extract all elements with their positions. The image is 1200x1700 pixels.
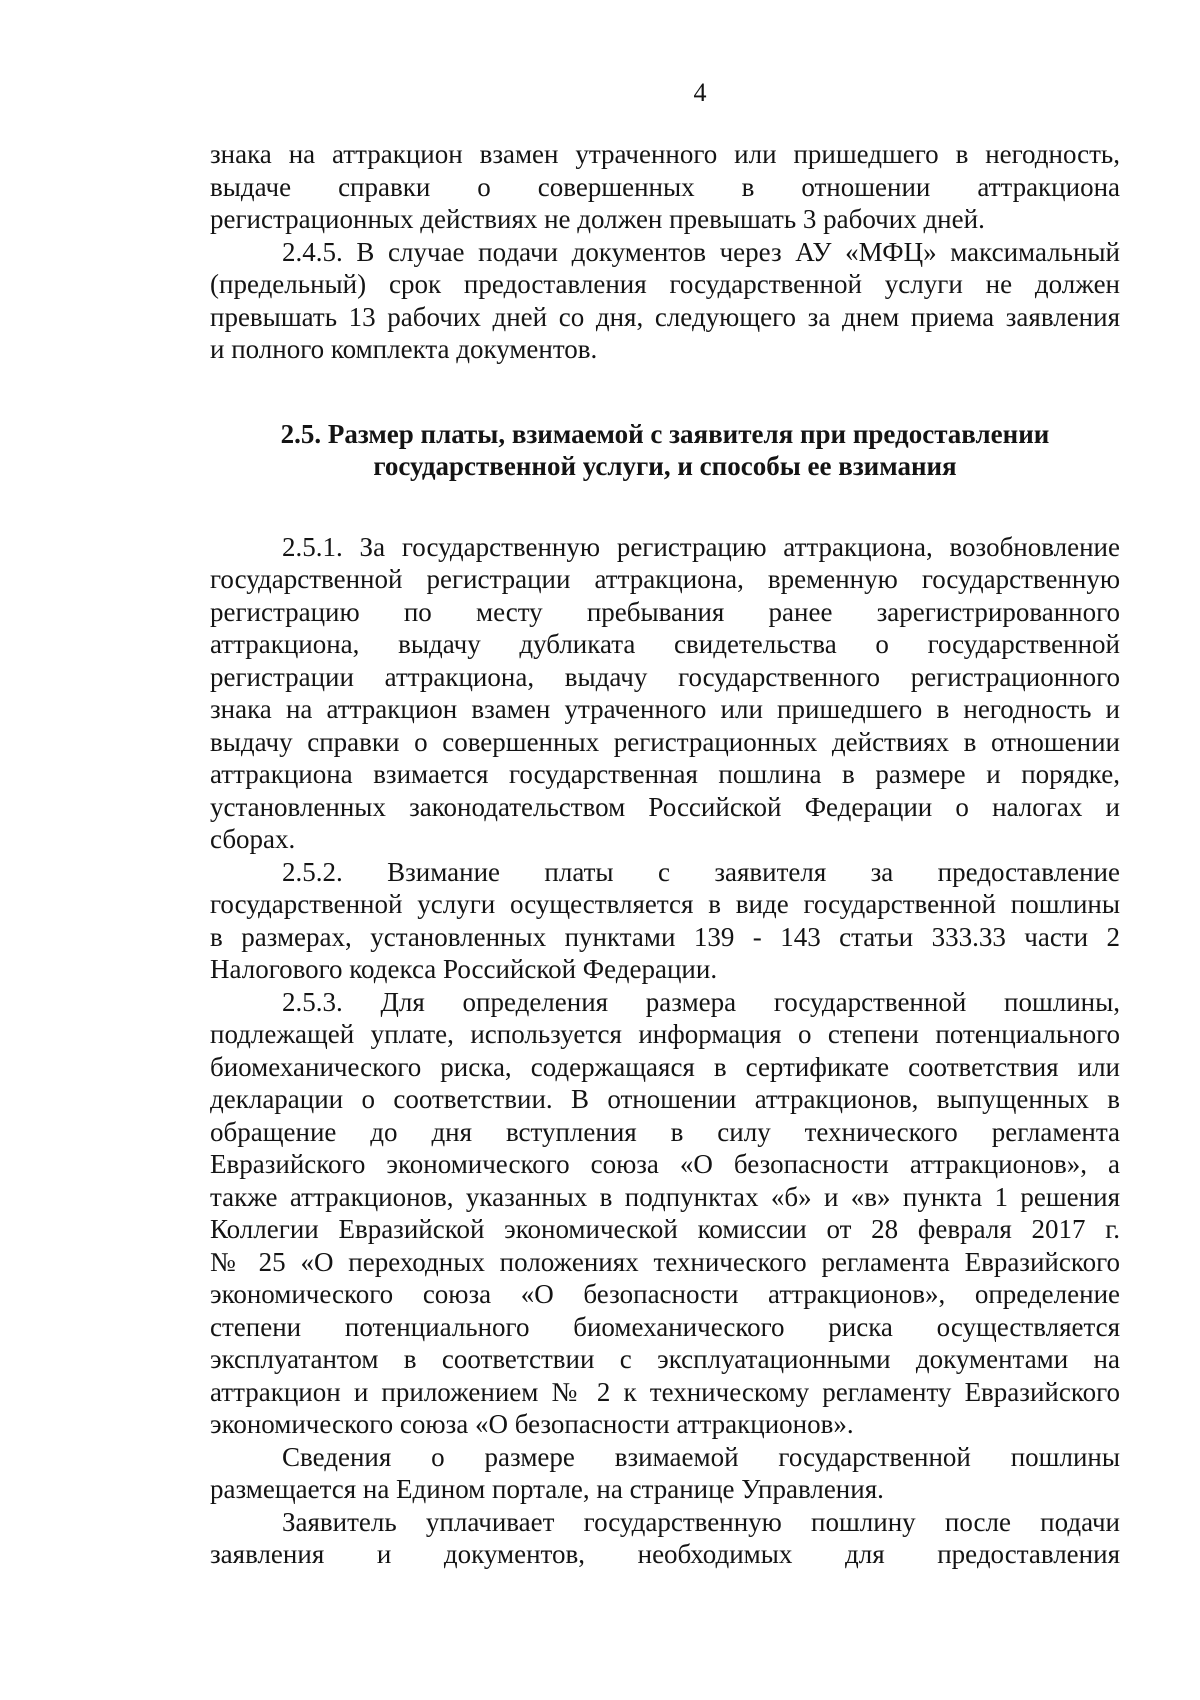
text-line: превышать 13 рабочих дней со дня, следующего за днем приема заявления bbox=[210, 301, 1120, 332]
text-line: степени потенциального биомеханического риска осуществляется bbox=[210, 1311, 1120, 1342]
text-line: выдаче справки о совершенных в отношении аттракциона bbox=[210, 171, 1120, 202]
text-line: декларации о соответствии. В отношении аттракционов, выпущенных в bbox=[210, 1084, 1120, 1114]
text-line: также аттракционов, указанных в подпунктах «б» и «в» пункта 1 решения bbox=[210, 1181, 1120, 1212]
section-heading-line: государственной услуги, и способы ее взимания bbox=[373, 451, 957, 481]
text-line: аттракцион и приложением № 2 к техническому регламенту Евразийского bbox=[210, 1376, 1120, 1407]
paragraph-2-5-1-line: 2.5.1. За государственную регистрацию аттракциона, возобновление bbox=[282, 531, 1120, 562]
text-line: подлежащей уплате, используется информация о степени потенциального bbox=[210, 1019, 1120, 1049]
text-line: знака на аттракцион взамен утраченного или пришедшего в негодность и bbox=[210, 694, 1120, 724]
text-line: сборах. bbox=[210, 824, 296, 854]
text-line: экономического союза «О безопасности аттракционов», определение bbox=[210, 1279, 1120, 1309]
text-line: заявления и документов, необходимых для предоставления bbox=[210, 1539, 1120, 1569]
text-line: обращение до дня вступления в силу технического регламента bbox=[210, 1116, 1120, 1147]
text-line: государственной регистрации аттракциона, временную государственную bbox=[210, 564, 1120, 594]
text-line: регистрационных действиях не должен превышать 3 рабочих дней. bbox=[210, 204, 985, 234]
text-line: аттракциона, выдачу дубликата свидетельства о государственной bbox=[210, 629, 1120, 659]
text-line: государственной услуги осуществляется в виде государственной пошлины bbox=[210, 889, 1120, 919]
text-line: эксплуатантом в соответствии с эксплуатационными документами на bbox=[210, 1344, 1120, 1374]
text-line: знака на аттракцион взамен утраченного или пришедшего в негодность, bbox=[210, 139, 1120, 169]
section-heading-line: 2.5. Размер платы, взимаемой с заявителя при предоставлении bbox=[280, 418, 1050, 449]
text-line: аттракциона взимается государственная пошлина в размере и порядке, bbox=[210, 759, 1120, 789]
document-body bbox=[210, 138, 1120, 1571]
text-line: регистрации аттракциона, выдачу государственного регистрационного bbox=[210, 661, 1120, 692]
paragraph-zayavitel-line: Заявитель уплачивает государственную пошлину после подачи bbox=[282, 1506, 1120, 1537]
paragraph-svedeniya-line: Сведения о размере взимаемой государственной пошлины bbox=[282, 1441, 1120, 1472]
text-line: в размерах, установленных пунктами 139 - 143 статьи 333.33 части 2 bbox=[210, 921, 1120, 952]
text-line: Коллегии Евразийской экономической комиссии от 28 февраля 2017 г. bbox=[210, 1214, 1120, 1244]
text-line: размещается на Едином портале, на странице Управления. bbox=[210, 1474, 884, 1504]
text-line: биомеханического риска, содержащаяся в сертификате соответствия или bbox=[210, 1051, 1120, 1082]
text-line: и полного комплекта документов. bbox=[210, 334, 598, 364]
text-line: экономического союза «О безопасности аттракционов». bbox=[210, 1409, 854, 1439]
page-number: 4 bbox=[693, 78, 707, 107]
text-line: выдачу справки о совершенных регистрационных действиях в отношении bbox=[210, 726, 1120, 757]
text-line: Налогового кодекса Российской Федерации. bbox=[210, 954, 718, 984]
text-line: Евразийского экономического союза «О безопасности аттракционов», а bbox=[210, 1149, 1120, 1179]
paragraph-2-5-2-line: 2.5.2. Взимание платы с заявителя за предоставление bbox=[282, 856, 1120, 887]
paragraph-2-4-5-line: 2.4.5. В случае подачи документов через АУ «МФЦ» максимальный bbox=[282, 236, 1120, 267]
paragraph-2-5-3-line: 2.5.3. Для определения размера государственной пошлины, bbox=[282, 986, 1120, 1017]
text-line: установленных законодательством Российской Федерации о налогах и bbox=[210, 791, 1120, 822]
text-line: (предельный) срок предоставления государственной услуги не должен bbox=[210, 269, 1120, 299]
text-line: регистрацию по месту пребывания ранее зарегистрированного bbox=[210, 596, 1120, 627]
section-heading bbox=[210, 418, 1120, 483]
text-line: № 25 «О переходных положениях технического регламента Евразийского bbox=[210, 1246, 1120, 1277]
